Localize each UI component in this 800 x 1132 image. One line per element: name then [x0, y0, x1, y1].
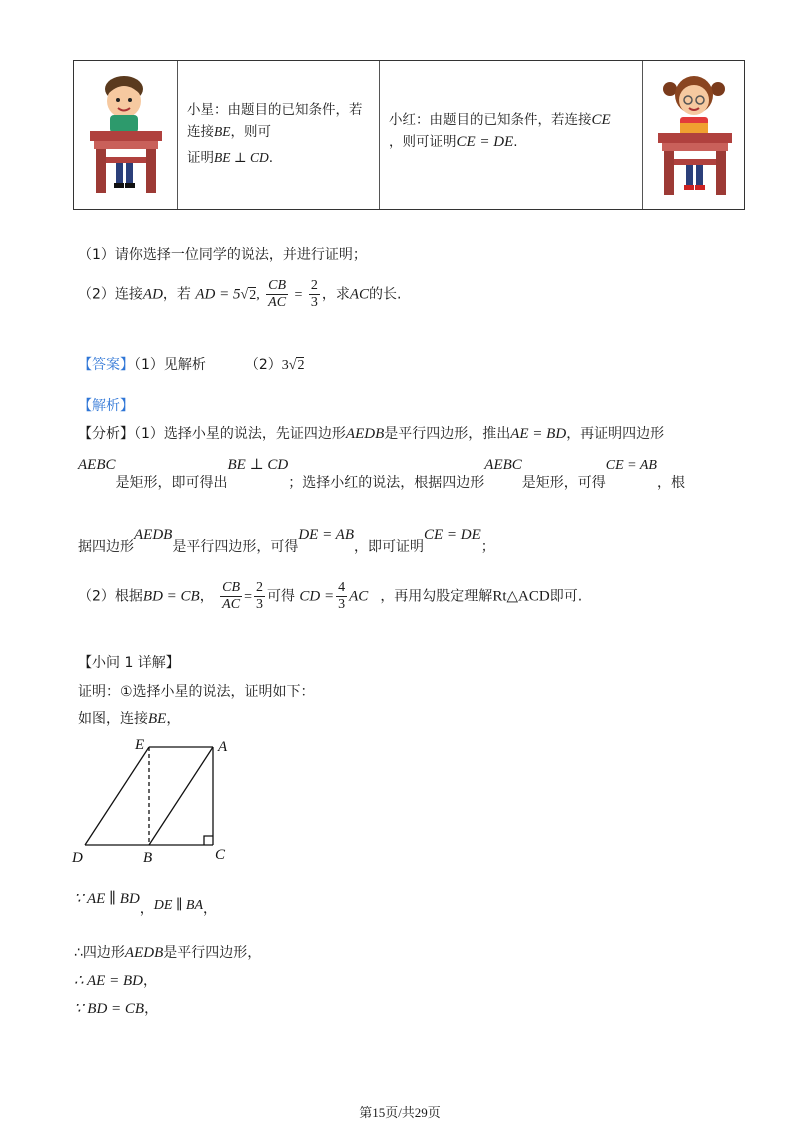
- math-aedb: AEDB: [345, 426, 385, 442]
- boy-at-desk-illustration: [80, 67, 172, 203]
- frac-denominator: AC: [268, 295, 287, 310]
- xiaohong-text: ，则可证明: [389, 134, 457, 150]
- analysis-line-1: [78, 423, 664, 443]
- question-1: （1）请你选择一位同学的说法，并进行证明；: [78, 247, 367, 263]
- detail-text: ，: [142, 973, 157, 989]
- math-formula: BE ⊥ CD: [214, 150, 269, 165]
- math-eq: =: [294, 287, 303, 303]
- answer-value: 3: [281, 358, 289, 373]
- proof-step-1: [74, 890, 218, 917]
- xiaoxing-text: .: [268, 150, 273, 166]
- xiaohong-statement: [389, 109, 611, 153]
- q2-text: ，若: [162, 286, 191, 303]
- analysis-text: ，再用勾股定理解: [380, 588, 493, 605]
- xiaoxing-text: ，则可: [230, 124, 271, 140]
- math-be: BE: [148, 711, 167, 727]
- label-a: A: [218, 739, 228, 755]
- math-eq: =: [244, 589, 252, 605]
- math-be: BE: [214, 124, 231, 139]
- math-cd: CD =: [299, 588, 335, 605]
- analysis-text: 可得: [266, 588, 295, 605]
- table-divider: [642, 61, 643, 209]
- label-c: C: [215, 847, 226, 863]
- analysis-text: 即可.: [549, 588, 583, 605]
- proof-step-3: [74, 970, 157, 990]
- detail-line-1: 证明：①选择小星的说法，证明如下：: [78, 684, 315, 700]
- label-d: D: [72, 850, 83, 866]
- answer-part1: （1）见解析: [134, 357, 206, 373]
- math-aedb: AEDB: [124, 945, 164, 961]
- analysis-text: 是矩形，即可得出: [115, 475, 228, 491]
- math-aebc: AEBC: [484, 457, 522, 473]
- table-divider: [177, 61, 178, 209]
- analysis-line-2: [78, 457, 685, 491]
- label-e: E: [135, 737, 145, 753]
- proof-step-2: [74, 942, 261, 962]
- frac-numerator: 4: [338, 580, 346, 595]
- analysis-text: 是矩形，可得: [521, 475, 606, 491]
- question-2: （2）连接AD，若 AD = 5√2, $\frac{CB}{AC}$ = $\frac{2}{3}$ ，求AC的长.: [78, 278, 402, 310]
- detail-text: ∴四边形: [74, 945, 125, 961]
- math-ae-bd: AE = BD: [510, 426, 567, 442]
- table-divider: [379, 61, 380, 209]
- detail-line-2: [78, 708, 180, 728]
- girl-reading-illustration: [650, 67, 740, 203]
- xiaohong-text: .: [513, 134, 518, 150]
- q2-text: 的长.: [369, 286, 402, 303]
- math-ac: AC: [349, 286, 370, 303]
- detail-text: ，: [144, 1001, 159, 1017]
- frac-denominator: 3: [338, 597, 346, 612]
- math-ce-de: CE = DE: [424, 527, 481, 543]
- xiaoxing-statement: [187, 99, 363, 169]
- frac-numerator: 2: [255, 580, 263, 595]
- math-aebc: AEBC: [78, 457, 116, 473]
- math-ce: CE: [591, 112, 611, 128]
- math-formula: CE = DE: [456, 134, 514, 150]
- frac-denominator: 3: [310, 295, 318, 310]
- math-ce-ab: CE = AB: [605, 458, 657, 473]
- analysis-text: 【分析】（1）选择小星的说法，先证四边形: [78, 426, 346, 442]
- math-ac: AC: [349, 588, 369, 605]
- math-rt-triangle: Rt△ACD: [492, 588, 550, 605]
- math-sqrt: 2: [249, 287, 257, 303]
- analysis-text: ；选择小红的说法，根据四边形: [288, 475, 485, 491]
- math-be-perp-cd: BE ⊥ CD: [227, 457, 289, 473]
- math-de-parallel-ba: DE ∥ BA: [153, 898, 204, 913]
- edge-ed: [85, 747, 149, 845]
- analysis-text: ，: [199, 588, 214, 605]
- analysis-tag: 【解析】: [78, 398, 134, 414]
- analysis-text: 是平行四边形，可得: [172, 539, 299, 555]
- answer-part2-label: （2）: [244, 357, 282, 373]
- analysis-text: 据四边形: [78, 539, 134, 555]
- xiaoxing-text: 连接: [187, 124, 214, 140]
- analysis-line-3: [78, 527, 495, 555]
- math-ae-parallel-bd: ∵ AE ∥ BD: [74, 891, 140, 907]
- analysis-text: ，根: [656, 475, 685, 491]
- q2-text: ，求: [321, 286, 350, 303]
- label-b: B: [143, 850, 153, 866]
- characters-table: [73, 60, 745, 210]
- edge-ab: [149, 747, 213, 845]
- frac-denominator: AC: [222, 597, 241, 612]
- detail-tag: 【小问 1 详解】: [78, 655, 180, 671]
- analysis-text: ，再证明四边形: [566, 426, 665, 442]
- frac-numerator: CB: [268, 278, 287, 293]
- frac-numerator: 2: [310, 278, 318, 293]
- xiaoxing-line: 小星：由题目的已知条件，若: [187, 102, 363, 118]
- xiaohong-text: 小红：由题目的已知条件，若连接: [389, 112, 592, 128]
- parallelogram-figure: [68, 733, 238, 868]
- answer-line: 【答案】（1）见解析 （2）3√2: [78, 357, 305, 373]
- detail-text: ，: [139, 901, 154, 917]
- frac-numerator: CB: [222, 580, 241, 595]
- math-ae-bd: ∴ AE = BD: [74, 973, 143, 989]
- math-aedb: AEDB: [134, 527, 173, 543]
- proof-step-4: [74, 998, 158, 1018]
- math-de-ab: DE = AB: [298, 527, 354, 543]
- math-comma: ,: [256, 287, 260, 303]
- q2-text: （2）连接: [78, 286, 143, 303]
- right-angle-mark: [204, 836, 213, 845]
- math-bd-cb: ∵ BD = CB: [74, 1001, 145, 1017]
- page-number: 第15页/共29页: [359, 1105, 441, 1120]
- detail-text: ，: [166, 711, 181, 727]
- xiaoxing-text: 证明: [187, 150, 214, 166]
- analysis-text: （2）根据: [78, 588, 143, 605]
- detail-text: ，: [203, 901, 218, 917]
- answer-tag: 【答案】: [78, 357, 134, 373]
- analysis-text: 是平行四边形，推出: [384, 426, 511, 442]
- math-bd-cb: BD = CB: [142, 588, 200, 605]
- detail-text: 是平行四边形，: [163, 945, 262, 961]
- analysis-line-4: [78, 580, 582, 613]
- detail-text: 如图，连接: [78, 711, 148, 727]
- analysis-text: ；: [480, 539, 495, 555]
- math-ad: AD: [142, 286, 163, 303]
- analysis-text: ，即可证明: [354, 539, 424, 555]
- math-ad-eq: AD = 5: [195, 286, 241, 303]
- answer-sqrt: 2: [297, 358, 305, 373]
- frac-denominator: 3: [255, 597, 263, 612]
